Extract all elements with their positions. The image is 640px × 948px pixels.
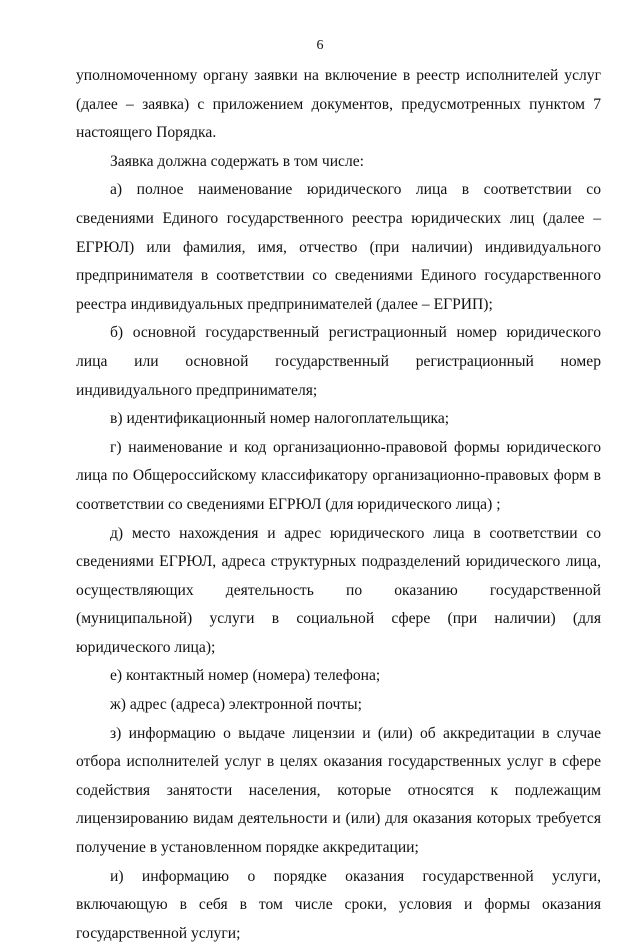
- list-item-g: г) наименование и код организационно-правовой формы юридического лица по Общероссийскому классификатору организационно-правовых форм в соответствии со сведениями ЕГРЮЛ (для юридического лица) ;: [76, 438, 601, 513]
- list-item-b: б) основной государственный регистрационный номер юридического лица или основной государственный регистрационный номер индивидуального предпринимателя;: [76, 324, 601, 399]
- list-item-i: и) информацию о порядке оказания государственной услуги, включающую в себя в том числе сроки, условия и формы оказания государственной услуги;: [76, 867, 601, 942]
- list-item-z: з) информацию о выдаче лицензии и (или) об аккредитации в случае отбора исполнителей услуг в целях оказания государственных услуг в сфере содействия занятости населения, которые относятся к подлежащим лицензированию видам деятельности и (или) для оказания которых требуется получение в установленном порядке аккредитации;: [76, 724, 601, 857]
- document-body: [76, 62, 601, 948]
- page-number: 6: [316, 38, 324, 53]
- list-item-v: в) идентификационный номер налогоплательщика;: [110, 410, 450, 428]
- paragraph-intro: Заявка должна содержать в том числе:: [110, 152, 364, 170]
- paragraph-continuation: уполномоченному органу заявки на включение в реестр исполнителей услуг (далее – заявка) с приложением документов, предусмотренных пунктом 7 настоящего Порядка.: [76, 67, 601, 142]
- list-item-a: а) полное наименование юридического лица в соответствии со сведениями Единого государственного реестра юридических лиц (далее – ЕГРЮЛ) или фамилия, имя, отчество (при наличии) индивидуального предпринимателя в соответствии со сведениями Единого государственного реестра индивидуальных предпринимателей (далее – ЕГРИП);: [76, 181, 601, 313]
- list-item-e: е) контактный номер (номера) телефона;: [110, 667, 381, 685]
- list-item-zh: ж) адрес (адреса) электронной почты;: [110, 696, 362, 714]
- list-item-d: д) место нахождения и адрес юридического лица в соответствии со сведениями ЕГРЮЛ, адреса структурных подразделений юридического лица, осуществляющих деятельность по оказанию государственной (муниципальной) услуги в социальной сфере (при наличии) (для юридического лица);: [76, 524, 601, 656]
